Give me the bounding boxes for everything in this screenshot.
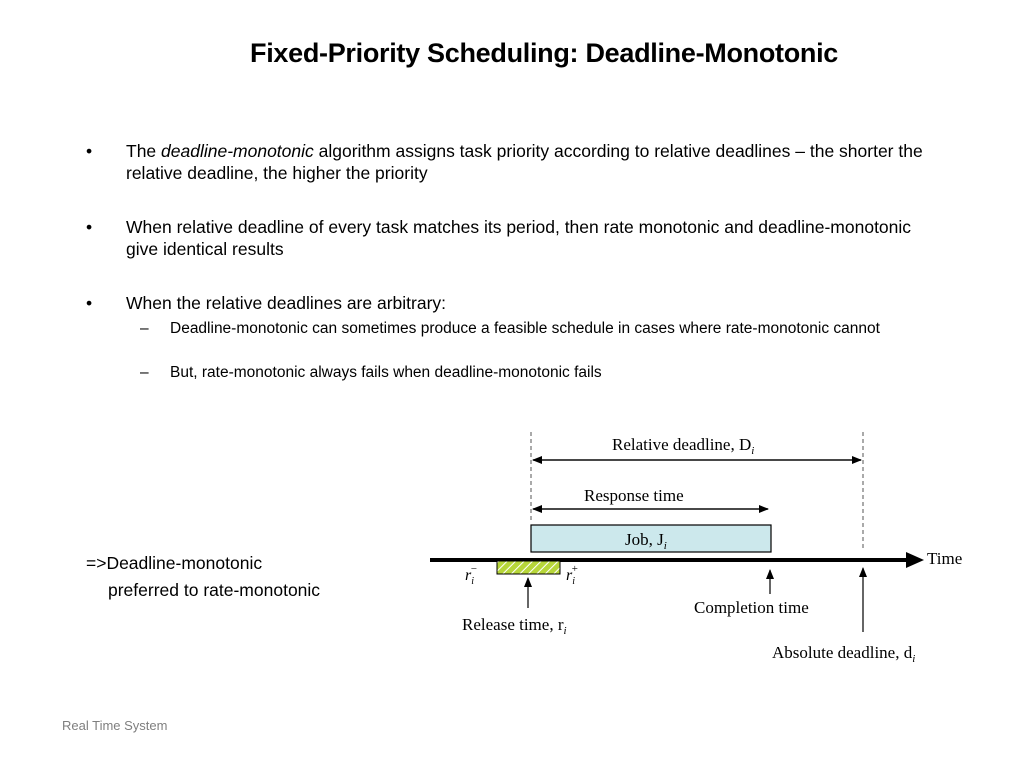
r-minus-label: $r_i-$ (465, 563, 478, 587)
bullet-marker: • (86, 141, 93, 161)
conclusion-line-2: preferred to rate-monotonic (108, 580, 321, 600)
bullet-item-1 (86, 140, 946, 184)
sub-bullet-marker: – (140, 320, 149, 337)
bullet-3-text: When the relative deadlines are arbitrary: (126, 293, 447, 313)
bullet-1-emphasis: deadline-monotonic (161, 141, 314, 161)
timing-diagram (420, 410, 990, 680)
r-plus-label: $r_i+$ (566, 563, 579, 587)
time-axis-label: Time (927, 549, 963, 568)
sub-bullet-2-text: But, rate-monotonic always fails when deadline-monotonic fails (170, 364, 602, 381)
bullet-1-pre: The (126, 141, 162, 161)
sub-bullet-marker: – (140, 364, 149, 381)
conclusion-line-1: =>Deadline-monotonic (86, 553, 263, 573)
slide-footer: Real Time System (62, 718, 168, 733)
release-window (497, 561, 560, 574)
bullet-item-2 (86, 216, 946, 260)
time-axis-arrowhead (906, 552, 924, 568)
sub-bullet-1-text: Deadline-monotonic can sometimes produce a feasible schedule in cases where rate-monotonic cannot (170, 320, 880, 337)
slide-title: Fixed-Priority Scheduling: Deadline-Monotonic (250, 38, 839, 68)
response-time-label: Response time (584, 486, 684, 505)
bullet-1-post: algorithm assigns task priority according to relative deadlines – the shorter the relative deadline, the higher the priority (126, 141, 923, 183)
bullet-2-text: When relative deadline of every task matches its period, then rate monotonic and deadline-monotonic give identical results (126, 217, 912, 259)
bullet-item-3 (86, 292, 446, 314)
conclusion (86, 550, 320, 604)
release-time-label: Release time, $r_i$ (462, 615, 567, 637)
relative-deadline-label: Relative deadline, $D_i$ (612, 435, 755, 457)
completion-time-label: Completion time (694, 598, 809, 617)
bullet-marker: • (86, 217, 93, 237)
bullet-marker: • (86, 293, 93, 313)
absolute-deadline-label: Absolute deadline, $d_i$ (772, 643, 916, 665)
job-label: Job, $J_i$ (625, 530, 667, 552)
sub-bullet-2 (126, 364, 930, 382)
sub-bullet-1 (126, 320, 930, 338)
